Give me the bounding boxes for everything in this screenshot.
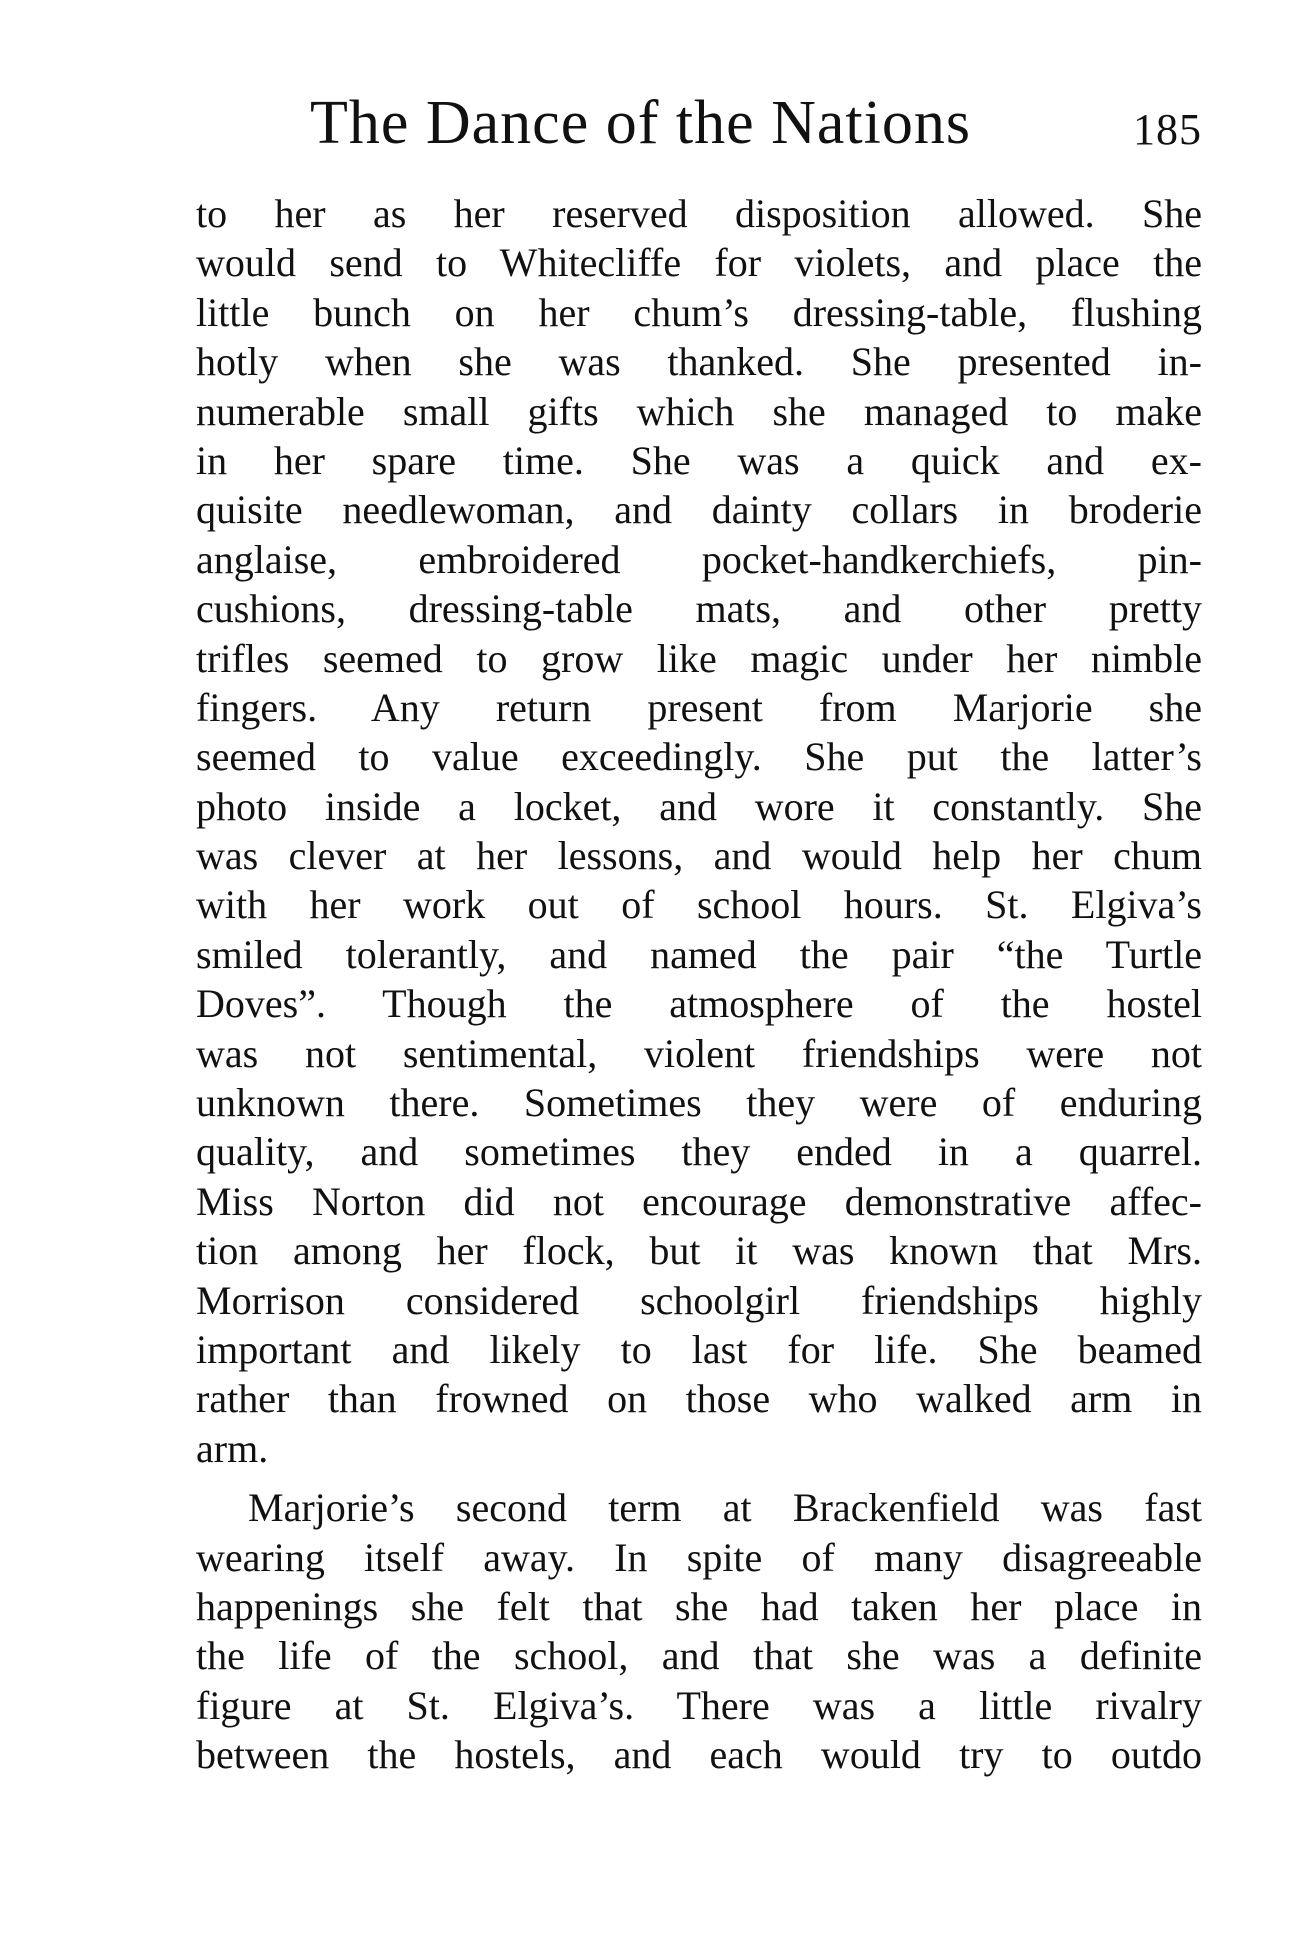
text-line: smiled tolerantly, and named the pair “the Turtle [196,931,1202,977]
text-line: Doves”. Though the atmosphere of the hostel [196,981,1202,1027]
text-line: photo inside a locket, and wore it constantly. She [196,783,1202,829]
text-line: was clever at her lessons, and would help her chum [196,833,1202,879]
running-head [310,88,1202,158]
text-line: figure at St. Elgiva’s. There was a little rivalry [196,1682,1202,1728]
text-line: wearing itself away. In spite of many disagreeable [196,1534,1202,1580]
text-line: little bunch on her chum’s dressing-table, flushing [196,289,1202,335]
text-line: in her spare time. She was a quick and ex- [196,437,1202,483]
text-line: quisite needlewoman, and dainty collars in broderie [196,487,1202,533]
text-line: Marjorie’s second term at Brackenfield was fast [248,1485,1202,1531]
text-line: happenings she felt that she had taken her place in [196,1583,1202,1629]
text-line: hotly when she was thanked. She presented in- [196,339,1202,385]
text-line: trifles seemed to grow like magic under her nimble [196,635,1202,681]
body-text [196,189,1202,1780]
text-line: quality, and sometimes they ended in a quarrel. [196,1129,1202,1175]
paragraph [196,1483,1202,1779]
text-line: tion among her flock, but it was known that Mrs. [196,1228,1202,1274]
text-line: would send to Whitecliffe for violets, and place the [196,240,1202,286]
text-line: rather than frowned on those who walked arm in [196,1376,1202,1422]
text-line: Miss Norton did not encourage demonstrative affec- [196,1178,1202,1224]
text-line: numerable small gifts which she managed to make [196,388,1202,434]
text-line: the life of the school, and that she was a definite [196,1633,1202,1679]
text-line: Morrison considered schoolgirl friendships highly [196,1277,1202,1323]
text-line: important and likely to last for life. She beamed [196,1326,1202,1372]
text-line: to her as her reserved disposition allowed. She [196,191,1202,236]
text-line: unknown there. Sometimes they were of enduring [196,1080,1202,1126]
text-line: seemed to value exceedingly. She put the latter’s [196,734,1202,780]
text-line: was not sentimental, violent friendships were not [196,1030,1202,1076]
paragraph-gap [196,1473,1202,1483]
text-line: cushions, dressing-table mats, and other pretty [196,586,1202,632]
running-title: The Dance of the Nations [310,89,971,157]
text-line: anglaise, embroidered pocket-handkerchiefs, pin- [196,536,1202,582]
text-line: with her work out of school hours. St. Elgiva’s [196,882,1202,928]
paragraph [196,189,1202,1473]
page-number: 185 [1133,105,1202,154]
text-line: fingers. Any return present from Marjorie she [196,684,1202,730]
text-line: between the hostels, and each would try to outdo [196,1732,1202,1778]
text-line: arm. [196,1425,269,1471]
